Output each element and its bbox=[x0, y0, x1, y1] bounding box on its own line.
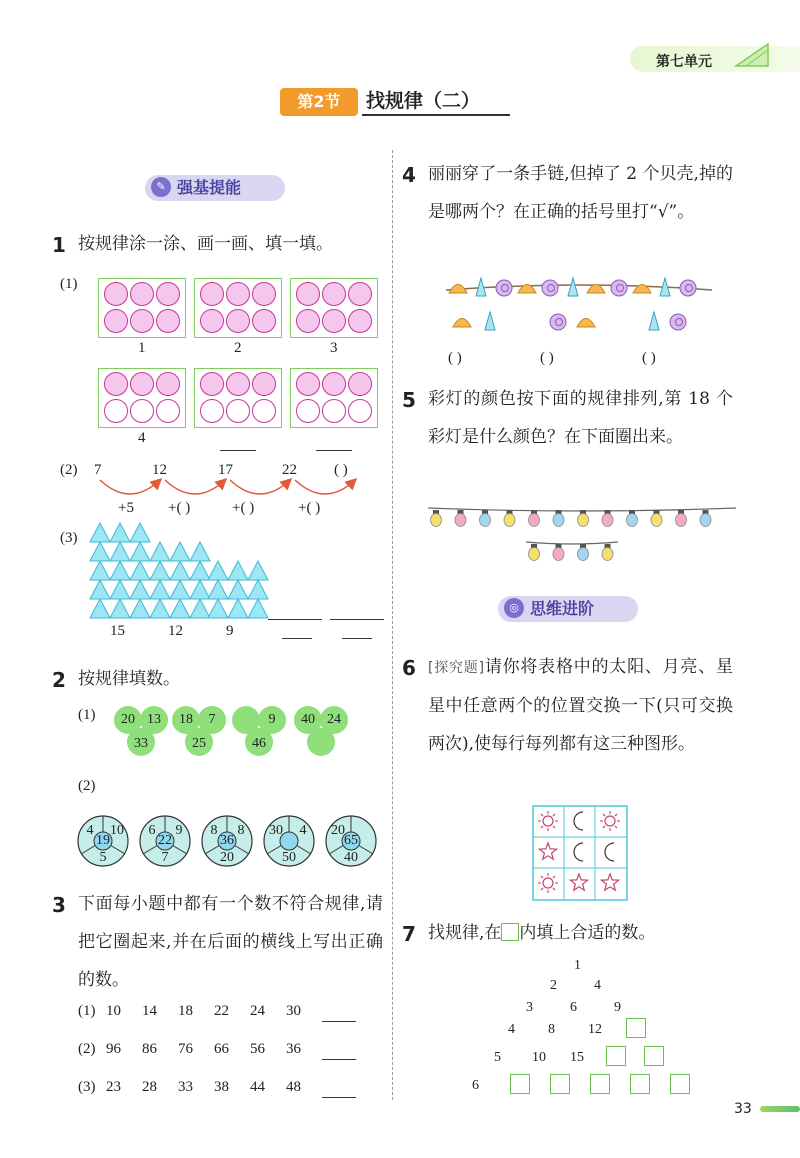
triangle-count: 15 bbox=[110, 623, 125, 639]
q6-text: [探究题]请你将表格中的太阳、月亮、星星中任意两个的位置交换一下(只可交换两次),使每行每列都有这三种图形。 bbox=[428, 657, 733, 754]
pencil-icon: ✎ bbox=[151, 177, 171, 197]
q3-number[interactable]: 33 bbox=[178, 1079, 193, 1095]
wheel-top-right: 10 bbox=[110, 823, 124, 838]
clover bbox=[112, 702, 170, 760]
triangle bbox=[190, 542, 210, 561]
sun-icon bbox=[605, 816, 615, 826]
number-wheel bbox=[138, 814, 192, 868]
box-label: 1 bbox=[138, 340, 146, 356]
sequence-term: 17 bbox=[218, 462, 233, 478]
light-bulb bbox=[602, 514, 613, 527]
triangle-number: 15 bbox=[570, 1050, 584, 1065]
triangle-number: 6 bbox=[570, 1000, 577, 1015]
triangle bbox=[130, 599, 150, 618]
advanced-section-pill bbox=[498, 596, 638, 622]
q3-number[interactable]: 66 bbox=[214, 1041, 229, 1057]
step-label: +5 bbox=[118, 500, 134, 516]
triangle-number: 3 bbox=[526, 1000, 533, 1015]
title-underline bbox=[362, 114, 510, 116]
circle[interactable] bbox=[200, 282, 224, 306]
q3-number[interactable]: 96 bbox=[106, 1041, 121, 1057]
cone-shell-icon bbox=[485, 312, 495, 330]
clover bbox=[170, 702, 228, 760]
triangle bbox=[150, 542, 170, 561]
triangle bbox=[90, 599, 110, 618]
q3-number[interactable]: 86 bbox=[142, 1041, 157, 1057]
box-label: 3 bbox=[330, 340, 338, 356]
circle[interactable] bbox=[104, 282, 128, 306]
shell-option-2[interactable]: ( ) bbox=[540, 350, 554, 366]
triangle-count: 12 bbox=[168, 623, 183, 639]
circle[interactable] bbox=[200, 372, 224, 396]
circle[interactable] bbox=[130, 372, 154, 396]
clover bbox=[292, 702, 350, 760]
clover-leaf bbox=[307, 728, 335, 756]
triangle bbox=[190, 599, 210, 618]
spiral-shell-icon bbox=[611, 280, 627, 296]
moon-icon bbox=[605, 843, 614, 861]
footer-bar bbox=[760, 1106, 800, 1112]
q1-p2-label: (2) bbox=[60, 462, 78, 478]
answer-blank[interactable] bbox=[322, 1059, 356, 1060]
circle[interactable] bbox=[322, 282, 346, 306]
triangle bbox=[130, 561, 150, 580]
circle[interactable] bbox=[104, 372, 128, 396]
circle[interactable] bbox=[104, 309, 128, 333]
q2-p2-label: (2) bbox=[78, 778, 96, 794]
triangle bbox=[228, 580, 248, 599]
q3-text: 下面每小题中都有一个数不符合规律,请把它圈起来,并在后面的横线上写出正确的数。 bbox=[78, 894, 383, 990]
q3-number[interactable]: 76 bbox=[178, 1041, 193, 1057]
q3-number[interactable]: 44 bbox=[250, 1079, 265, 1095]
answer-bulb bbox=[553, 548, 564, 561]
circle[interactable] bbox=[226, 309, 250, 333]
box-label: 2 bbox=[234, 340, 242, 356]
circle[interactable] bbox=[104, 399, 128, 423]
sequence-term[interactable]: ( ) bbox=[334, 462, 348, 478]
triangle bbox=[110, 561, 130, 580]
triangle-number: 4 bbox=[508, 1022, 515, 1037]
q3-number[interactable]: 56 bbox=[250, 1041, 265, 1057]
answer-blank[interactable] bbox=[268, 619, 322, 620]
clover-right: 9 bbox=[268, 712, 276, 727]
triangle bbox=[90, 542, 110, 561]
circle[interactable] bbox=[348, 372, 372, 396]
fan-shell-icon bbox=[449, 285, 467, 294]
circle[interactable] bbox=[130, 399, 154, 423]
sun-ray bbox=[541, 876, 543, 878]
light-bulb bbox=[431, 514, 442, 527]
number-wheel bbox=[262, 814, 316, 868]
symbol-grid bbox=[532, 805, 628, 901]
number-wheel bbox=[324, 814, 378, 868]
triangle-number: 10 bbox=[532, 1050, 546, 1065]
circle[interactable] bbox=[226, 399, 250, 423]
triangle bbox=[170, 599, 190, 618]
circle[interactable] bbox=[322, 372, 346, 396]
q3-number[interactable]: 48 bbox=[286, 1079, 301, 1095]
light-bulb bbox=[480, 514, 491, 527]
q3-row-label: (2) bbox=[78, 1041, 96, 1057]
q2-number: 2 bbox=[52, 668, 66, 692]
clover-left: 40 bbox=[301, 712, 315, 727]
clover bbox=[230, 702, 288, 760]
clover-left: 18 bbox=[179, 712, 193, 727]
triangle bbox=[248, 599, 268, 618]
triangle bbox=[130, 523, 150, 542]
answer-square[interactable] bbox=[644, 1046, 664, 1066]
q1-p3-label: (3) bbox=[60, 530, 78, 546]
triangle-count: 9 bbox=[226, 623, 234, 639]
wheel-top-right: 4 bbox=[299, 823, 307, 838]
step-label[interactable]: +( ) bbox=[168, 500, 191, 516]
triangle bbox=[248, 580, 268, 599]
q3-number[interactable]: 24 bbox=[250, 1003, 265, 1019]
triangle bbox=[90, 580, 110, 599]
clover-bottom: 25 bbox=[192, 736, 206, 751]
q3-number: 3 bbox=[52, 893, 66, 917]
column-divider bbox=[392, 150, 393, 1100]
answer-square[interactable] bbox=[550, 1074, 570, 1094]
wheel-top-left: 8 bbox=[210, 823, 218, 838]
answer-square[interactable] bbox=[670, 1074, 690, 1094]
q3-number[interactable]: 23 bbox=[106, 1079, 121, 1095]
answer-square[interactable] bbox=[510, 1074, 530, 1094]
triangle bbox=[150, 561, 170, 580]
wheel-bottom: 50 bbox=[282, 850, 296, 865]
q2-text: 按规律填数。 bbox=[78, 669, 180, 689]
answer-blank[interactable] bbox=[316, 450, 352, 451]
q3-number[interactable]: 22 bbox=[214, 1003, 229, 1019]
basic-section-label: 强基提能 bbox=[177, 178, 242, 197]
light-bulb bbox=[578, 514, 589, 527]
light-wire bbox=[526, 542, 618, 544]
wheel-center-value: 65 bbox=[344, 833, 358, 848]
sun-ray bbox=[553, 826, 555, 828]
circle[interactable] bbox=[200, 309, 224, 333]
q4-number: 4 bbox=[402, 163, 416, 187]
section-badge: 第2节 bbox=[280, 88, 358, 116]
answer-blank[interactable] bbox=[282, 638, 312, 639]
advanced-section-label: 思维进阶 bbox=[530, 599, 595, 618]
cone-shell-icon bbox=[568, 278, 578, 296]
q6-tag: [探究题] bbox=[428, 660, 485, 676]
triangle-number: 8 bbox=[548, 1022, 555, 1037]
fan-shell-icon bbox=[577, 319, 595, 328]
triangle-number: 9 bbox=[614, 1000, 621, 1015]
q3-number[interactable]: 36 bbox=[286, 1041, 301, 1057]
answer-blank[interactable] bbox=[322, 1021, 356, 1022]
triangle bbox=[190, 561, 210, 580]
answer-bulb bbox=[578, 548, 589, 561]
circle[interactable] bbox=[156, 309, 180, 333]
triangle bbox=[90, 523, 110, 542]
q4-text: 丽丽穿了一条手链,但掉了 2 个贝壳,掉的是哪两个？在正确的括号里打“√”。 bbox=[428, 164, 733, 222]
q5-number: 5 bbox=[402, 388, 416, 412]
answer-bulb bbox=[602, 548, 613, 561]
spiral-shell-icon bbox=[496, 280, 512, 296]
triangle-number: 5 bbox=[494, 1050, 501, 1065]
wheel-bottom: 5 bbox=[99, 850, 107, 865]
circle[interactable] bbox=[156, 399, 180, 423]
circle[interactable] bbox=[296, 309, 320, 333]
page-number: 33 bbox=[734, 1101, 752, 1117]
triangle bbox=[110, 599, 130, 618]
spiral-shell-icon bbox=[670, 314, 686, 330]
light-bulb bbox=[455, 514, 466, 527]
answer-bulb bbox=[529, 548, 540, 561]
number-wheel bbox=[76, 814, 130, 868]
light-bulb bbox=[529, 514, 540, 527]
circle[interactable] bbox=[348, 399, 372, 423]
q1-number: 1 bbox=[52, 233, 66, 257]
wheel-center-value: 22 bbox=[158, 833, 172, 848]
wheel-top-left: 4 bbox=[86, 823, 94, 838]
clover-right: 13 bbox=[147, 712, 161, 727]
sun-ray bbox=[541, 814, 543, 816]
triangle bbox=[170, 561, 190, 580]
spiral-shell-icon bbox=[550, 314, 566, 330]
wheel-bottom: 20 bbox=[220, 850, 234, 865]
q1-text: 按规律涂一涂、画一画、填一填。 bbox=[78, 234, 333, 254]
circle[interactable] bbox=[252, 399, 276, 423]
answer-blank[interactable] bbox=[322, 1097, 356, 1098]
circle[interactable] bbox=[130, 309, 154, 333]
star-icon bbox=[539, 843, 556, 859]
triangle bbox=[110, 523, 130, 542]
clover-shape bbox=[292, 702, 350, 760]
circle[interactable] bbox=[252, 282, 276, 306]
answer-blank[interactable] bbox=[342, 638, 372, 639]
triangle-number: 2 bbox=[550, 978, 557, 993]
circle[interactable] bbox=[130, 282, 154, 306]
star-icon bbox=[601, 874, 618, 890]
spiral-shell-icon bbox=[680, 280, 696, 296]
answer-blank[interactable] bbox=[220, 450, 256, 451]
spiral-shell-icon bbox=[542, 280, 558, 296]
sun-ray bbox=[615, 814, 617, 816]
triangle bbox=[170, 580, 190, 599]
basic-section-pill bbox=[145, 175, 285, 201]
clover-right: 7 bbox=[208, 712, 216, 727]
wheel-top-left: 6 bbox=[148, 823, 156, 838]
medal-icon: ◎ bbox=[504, 598, 524, 618]
q3-number[interactable]: 38 bbox=[214, 1079, 229, 1095]
triangle-number: 12 bbox=[588, 1022, 602, 1037]
triangle-number: 6 bbox=[472, 1078, 479, 1093]
wheel-center-value: 19 bbox=[96, 833, 110, 848]
wheel-top-right: 9 bbox=[175, 823, 183, 838]
q3-row-label: (1) bbox=[78, 1003, 96, 1019]
sun-ray bbox=[615, 826, 617, 828]
triangle bbox=[228, 599, 248, 618]
circle[interactable] bbox=[252, 372, 276, 396]
q5-text: 彩灯的颜色按下面的规律排列,第 18 个彩灯是什么颜色？在下面圈出来。 bbox=[428, 389, 733, 447]
triangle bbox=[190, 580, 210, 599]
wheel-bottom: 40 bbox=[344, 850, 358, 865]
answer-square[interactable] bbox=[590, 1074, 610, 1094]
grid-border bbox=[533, 806, 627, 900]
wheel-top-left: 20 bbox=[331, 823, 345, 838]
wheel-top-right: 8 bbox=[237, 823, 245, 838]
q6-number: 6 bbox=[402, 656, 416, 680]
q2-p1-label: (1) bbox=[78, 707, 96, 723]
triangle bbox=[228, 561, 248, 580]
triangle bbox=[130, 580, 150, 599]
sun-ray bbox=[603, 826, 605, 828]
circle[interactable] bbox=[156, 282, 180, 306]
star-icon bbox=[570, 874, 587, 890]
sun-ray bbox=[541, 888, 543, 890]
triangle bbox=[150, 599, 170, 618]
sun-icon bbox=[543, 878, 553, 888]
sequence-term: 12 bbox=[152, 462, 167, 478]
light-bulb bbox=[553, 514, 564, 527]
fan-shell-icon bbox=[453, 319, 471, 328]
step-label[interactable]: +( ) bbox=[298, 500, 321, 516]
circle[interactable] bbox=[322, 399, 346, 423]
shell-option-1[interactable]: ( ) bbox=[448, 350, 462, 366]
circle[interactable] bbox=[322, 309, 346, 333]
q3-row-label: (3) bbox=[78, 1079, 96, 1095]
clover-bottom: 33 bbox=[134, 736, 148, 751]
circle[interactable] bbox=[226, 282, 250, 306]
wheel-center-value: 36 bbox=[220, 833, 234, 848]
triangle bbox=[130, 542, 150, 561]
answer-square[interactable] bbox=[630, 1074, 650, 1094]
q3-number[interactable]: 18 bbox=[178, 1003, 193, 1019]
sun-icon bbox=[543, 816, 553, 826]
circle[interactable] bbox=[252, 309, 276, 333]
step-label[interactable]: +( ) bbox=[232, 500, 255, 516]
triangle bbox=[208, 561, 228, 580]
green-square-icon bbox=[501, 923, 519, 941]
answer-square[interactable] bbox=[606, 1046, 626, 1066]
triangle-number: 4 bbox=[594, 978, 601, 993]
light-bulb bbox=[700, 514, 711, 527]
moon-icon bbox=[574, 843, 583, 861]
clover-left: 20 bbox=[121, 712, 135, 727]
box-label: 4 bbox=[138, 430, 146, 446]
circle[interactable] bbox=[156, 372, 180, 396]
circle[interactable] bbox=[348, 282, 372, 306]
sequence-term: 22 bbox=[282, 462, 297, 478]
sun-ray bbox=[541, 826, 543, 828]
circle[interactable] bbox=[348, 309, 372, 333]
moon-icon bbox=[574, 812, 583, 830]
triangle bbox=[90, 561, 110, 580]
circle[interactable] bbox=[200, 399, 224, 423]
sun-ray bbox=[553, 876, 555, 878]
triangle-stacks bbox=[88, 520, 278, 620]
light-bulb bbox=[627, 514, 638, 527]
q1-p1-label: (1) bbox=[60, 276, 78, 292]
sun-ray bbox=[603, 814, 605, 816]
q7-text: 找规律,在 内填上合适的数。 bbox=[428, 923, 656, 943]
sequence-term: 7 bbox=[94, 462, 102, 478]
triangle bbox=[150, 580, 170, 599]
triangle bbox=[110, 580, 130, 599]
triangle bbox=[208, 599, 228, 618]
triangle-number: 1 bbox=[574, 958, 581, 973]
sun-ray bbox=[553, 888, 555, 890]
circle[interactable] bbox=[296, 282, 320, 306]
string-lights bbox=[426, 500, 738, 570]
answer-square[interactable] bbox=[626, 1018, 646, 1038]
circle[interactable] bbox=[296, 372, 320, 396]
unit-label: 第七单元 bbox=[656, 54, 712, 70]
sun-ray bbox=[553, 814, 555, 816]
section-title: 找规律（二） bbox=[366, 90, 481, 112]
triangle bbox=[208, 580, 228, 599]
light-bulb bbox=[651, 514, 662, 527]
bracelet-illustration bbox=[440, 272, 720, 336]
q3-number[interactable]: 10 bbox=[106, 1003, 121, 1019]
triangle bbox=[110, 542, 130, 561]
q3-number[interactable]: 28 bbox=[142, 1079, 157, 1095]
circle[interactable] bbox=[226, 372, 250, 396]
circle[interactable] bbox=[296, 399, 320, 423]
shell-option-3[interactable]: ( ) bbox=[642, 350, 656, 366]
triangle bbox=[248, 561, 268, 580]
number-wheel bbox=[200, 814, 254, 868]
answer-blank[interactable] bbox=[330, 619, 384, 620]
light-bulb bbox=[504, 514, 515, 527]
q7-number: 7 bbox=[402, 922, 416, 946]
triangle bbox=[170, 542, 190, 561]
light-bulb bbox=[676, 514, 687, 527]
ruler-icon bbox=[732, 40, 772, 70]
clover-right: 24 bbox=[327, 712, 341, 727]
q3-number[interactable]: 14 bbox=[142, 1003, 157, 1019]
cone-shell-icon bbox=[649, 312, 659, 330]
q3-number[interactable]: 30 bbox=[286, 1003, 301, 1019]
wheel-top-left: 30 bbox=[269, 823, 283, 838]
wheel-bottom: 7 bbox=[161, 850, 169, 865]
clover-bottom: 46 bbox=[252, 736, 266, 751]
